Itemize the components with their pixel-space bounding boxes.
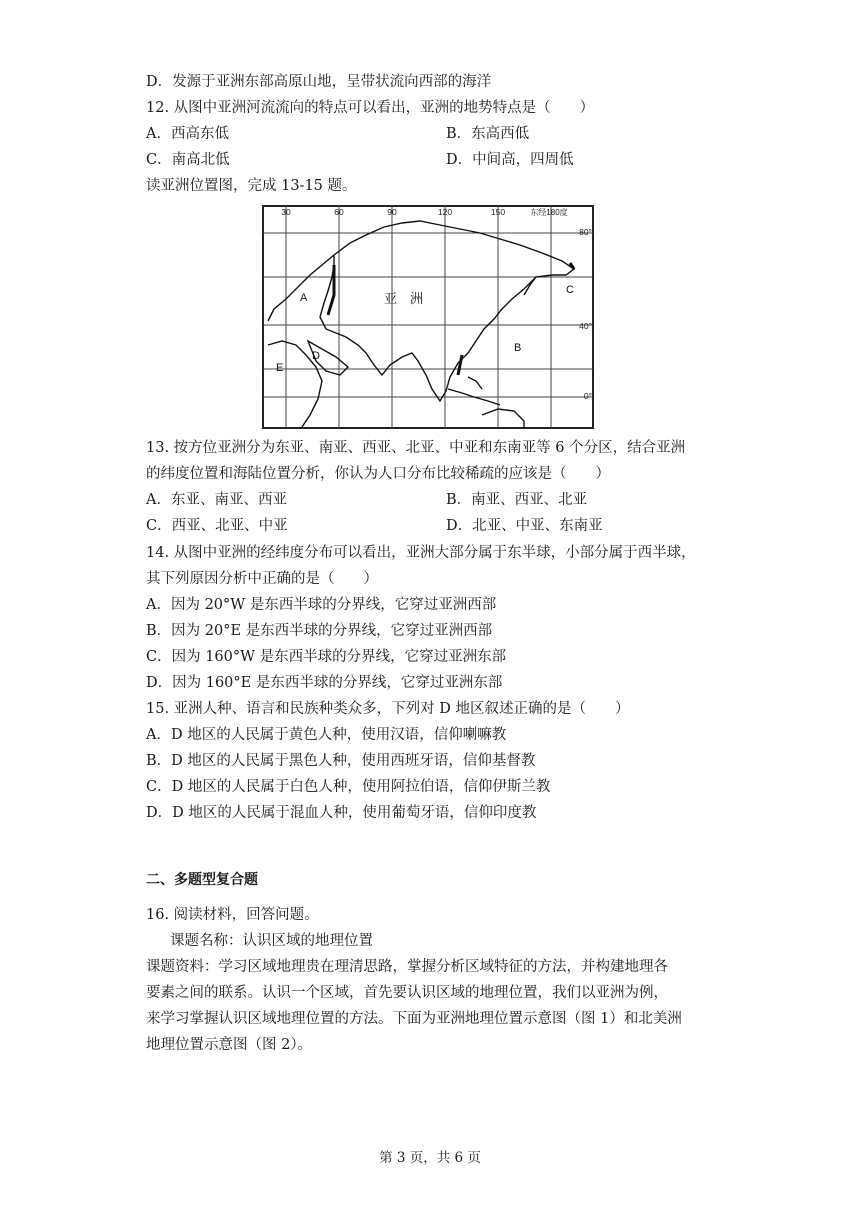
map-continent-label: 亚 洲 [384,291,424,306]
q16-material-line4: 地理位置示意图（图 2）。 [146,1037,313,1053]
q13-option-b: B．南亚、西亚、北亚 [446,492,588,508]
q13-stem-line1: 13. 按方位亚洲分为东亚、南亚、西亚、北亚、中亚和东南亚等 6 个分区，结合亚洲 [146,440,686,456]
q14-option-c: C．因为 160°W 是东西半球的分界线，它穿过亚洲东部 [146,649,507,665]
q16-material-line1: 课题资料：学习区域地理贵在理清思路，掌握分析区域特征的方法，并构建地理各 [146,959,668,975]
page-footer: 第 3 页，共 6 页 [379,1150,481,1166]
map-top-tick: 150 [490,207,506,217]
q13-stem-line2: 的纬度位置和海陆位置分析，你认为人口分布比较稀疏的应该是（ ） [146,466,610,482]
q16-topic: 课题名称：认识区域的地理位置 [170,933,373,949]
asia-location-map [262,205,594,429]
q16-stem: 16. 阅读材料，回答问题。 [146,907,319,923]
q16-material-line2: 要素之间的联系。认识一个区域，首先要认识区域的地理位置，我们以亚洲为例， [146,985,668,1001]
map-right-tick: 80° [579,227,592,237]
map-top-tick: 30 [281,207,291,217]
map-top-tick: 东经180度 [530,208,568,217]
map-top-tick: 90 [387,207,397,217]
q12-option-c: C．南高北低 [146,152,230,168]
q15-option-a: A．D 地区的人民属于黄色人种，使用汉语，信仰喇嘛教 [146,727,507,743]
map-right-tick: 40° [579,321,592,331]
q13-option-a: A．东亚、南亚、西亚 [146,492,287,508]
q15-option-b: B．D 地区的人民属于黑色人种，使用西班牙语，信仰基督教 [146,753,536,769]
q13-option-d: D．北亚、中亚、东南亚 [446,518,603,534]
map-region-label-c: C [566,284,574,296]
q14-stem-line2: 其下列原因分析中正确的是（ ） [146,571,378,587]
q12-option-d: D．中间高，四周低 [446,152,574,168]
q13-option-c: C．西亚、北亚、中亚 [146,518,288,534]
section2-title: 二、多题型复合题 [146,872,258,888]
q15-option-d: D．D 地区的人民属于混血人种，使用葡萄牙语，信仰印度教 [146,805,537,821]
q12-option-a: A．西高东低 [146,126,229,142]
map-region-label-b: B [514,342,522,354]
map-region-label-d: D [312,350,320,362]
q12-stem: 12. 从图中亚洲河流流向的特点可以看出，亚洲的地势特点是（ ） [146,100,595,116]
map-region-label-e: E [276,362,284,374]
map-top-tick: 120 [437,207,453,217]
q15-option-c: C．D 地区的人民属于白色人种，使用阿拉伯语，信仰伊斯兰教 [146,779,551,795]
q14-option-a: A．因为 20°W 是东西半球的分界线，它穿过亚洲西部 [146,597,497,613]
q11-option-d: D．发源于亚洲东部高原山地，呈带状流向西部的海洋 [146,74,492,90]
q14-option-b: B．因为 20°E 是东西半球的分界线，它穿过亚洲西部 [146,623,493,639]
q14-option-d: D．因为 160°E 是东西半球的分界线，它穿过亚洲东部 [146,675,503,691]
map-intro: 读亚洲位置图，完成 13-15 题。 [146,178,357,194]
q12-option-b: B．东高西低 [446,126,530,142]
q16-material-line3: 来学习掌握认识区域地理位置的方法。下面为亚洲地理位置示意图（图 1）和北美洲 [146,1011,682,1027]
map-region-label-a: A [300,292,308,304]
map-right-tick: 0° [583,391,592,401]
q14-stem-line1: 14. 从图中亚洲的经纬度分布可以看出，亚洲大部分属于东半球，小部分属于西半球， [146,545,696,561]
q15-stem: 15. 亚洲人种、语言和民族种类众多，下列对 D 地区叙述正确的是（ ） [146,701,630,717]
map-top-tick: 60 [334,207,344,217]
